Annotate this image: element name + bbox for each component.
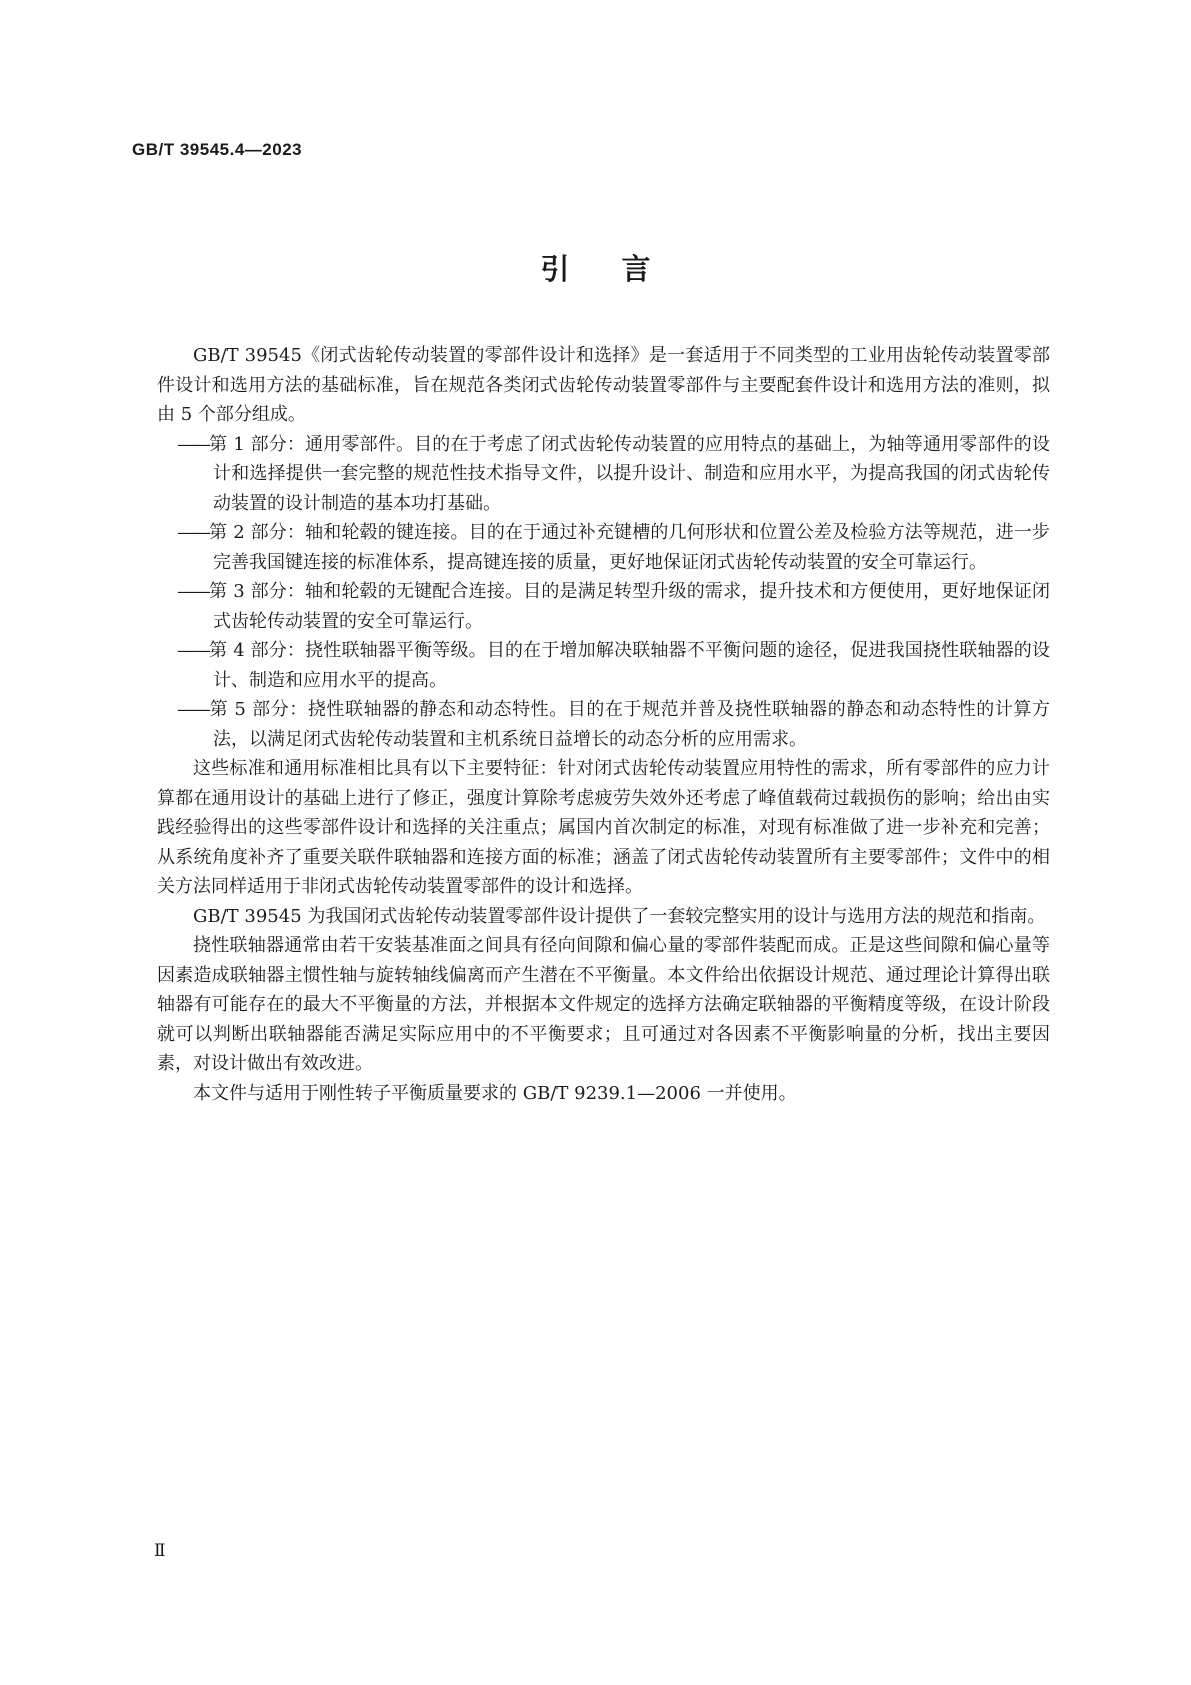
list-item-text: 第 1 部分：通用零部件。目的在于考虑了闭式齿轮传动装置的应用特点的基础上，为轴等通用零部件的设计和选择提供一套完整的规范性技术指导文件，以提升设计、制造和应用水平，为提高我国的闭式齿轮传动装置的设计制造的基本功打基础。 bbox=[209, 433, 1050, 514]
list-dash: —— bbox=[177, 581, 209, 602]
list-dash: —— bbox=[177, 699, 209, 720]
list-item bbox=[157, 636, 1050, 695]
features-paragraph: 这些标准和通用标准相比具有以下主要特征：针对闭式齿轮传动装置应用特性的需求，所有零部件的应力计算都在通用设计的基础上进行了修正，强度计算除考虑疲劳失效外还考虑了峰值载荷过载损伤的影响；给出由实践经验得出的这些零部件设计和选择的关注重点；属国内首次制定的标准，对现有标准做了进一步补充和完善；从系统角度补齐了重要关联件联轴器和连接方面的标准；涵盖了闭式齿轮传动装置所有主要零部件；文件中的相关方法同样适用于非闭式齿轮传动装置零部件的设计和选择。 bbox=[157, 758, 1050, 897]
coupling-paragraph: 挠性联轴器通常由若干安装基准面之间具有径向间隙和偏心量的零部件装配而成。正是这些间隙和偏心量等因素造成联轴器主惯性轴与旋转轴线偏离而产生潜在不平衡量。本文件给出依据设计规范、通过理论计算得出联轴器有可能存在的最大不平衡量的方法，并根据本文件规定的选择方法确定联轴器的平衡精度等级，在设计阶段就可以判断出联轴器能否满足实际应用中的不平衡要求；且可通过对各因素不平衡影响量的分析，找出主要因素，对设计做出有效改进。 bbox=[157, 935, 1050, 1074]
list-item bbox=[157, 695, 1050, 754]
standard-code: GB/T 39545.4—2023 bbox=[132, 140, 303, 159]
list-item bbox=[157, 518, 1050, 577]
list-item-text: 第 5 部分：挠性联轴器的静态和动态特性。目的在于规范并普及挠性联轴器的静态和动态特性的计算方法，以满足闭式齿轮传动装置和主机系统日益增长的动态分析的应用需求。 bbox=[209, 699, 1050, 750]
list-dash: —— bbox=[177, 522, 209, 543]
list-item bbox=[157, 577, 1050, 636]
usage-paragraph: 本文件与适用于刚性转子平衡质量要求的 GB/T 9239.1—2006 一并使用。 bbox=[193, 1082, 797, 1104]
list-item-text: 第 2 部分：轴和轮毂的键连接。目的在于通过补充键槽的几何形状和位置公差及检验方法等规范，进一步完善我国键连接的标准体系，提高键连接的质量，更好地保证闭式齿轮传动装置的安全可靠运行。 bbox=[209, 522, 1050, 573]
list-item-text: 第 3 部分：轴和轮毂的无键配合连接。目的是满足转型升级的需求，提升技术和方便使用，更好地保证闭式齿轮传动装置的安全可靠运行。 bbox=[209, 581, 1050, 632]
guide-paragraph: GB/T 39545 为我国闭式齿轮传动装置零部件设计提供了一套较完整实用的设计与选用方法的规范和指南。 bbox=[193, 905, 1046, 927]
page-title: 引言 bbox=[540, 252, 703, 286]
page-number: Ⅱ bbox=[154, 1541, 166, 1561]
list-dash: —— bbox=[177, 640, 209, 661]
document-body bbox=[157, 341, 1050, 1108]
list-item bbox=[157, 430, 1050, 519]
intro-paragraph: GB/T 39545《闭式齿轮传动装置的零部件设计和选择》是一套适用于不同类型的工业用齿轮传动装置零部件设计和选用方法的基础标准，旨在规范各类闭式齿轮传动装置零部件与主要配套件设计和选用方法的准则，拟由 5 个部分组成。 bbox=[157, 345, 1050, 425]
list-item-text: 第 4 部分：挠性联轴器平衡等级。目的在于增加解决联轴器不平衡问题的途径，促进我国挠性联轴器的设计、制造和应用水平的提高。 bbox=[209, 640, 1050, 691]
list-dash: —— bbox=[177, 433, 209, 455]
